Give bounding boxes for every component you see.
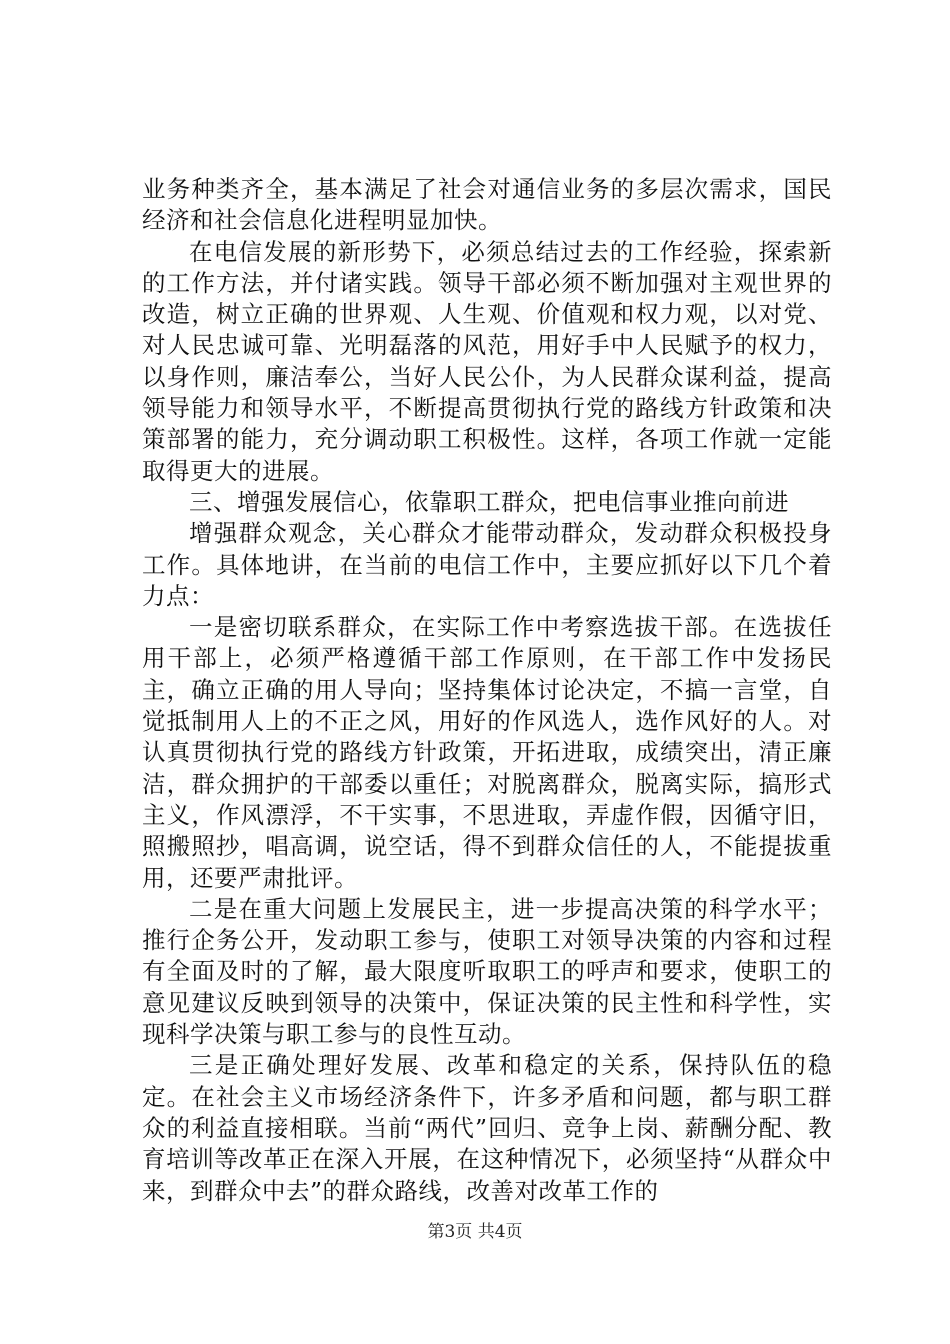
paragraph-3: 增强群众观念，关心群众才能带动群众，发动群众积极投身工作。具体地讲，在当前的电信工作中，主要应抓好以下几个着力点： (142, 519, 832, 610)
document-body (142, 174, 832, 1207)
paragraph-4: 一是密切联系群众，在实际工作中考察选拔干部。在选拔任用干部上，必须严格遵循干部工作原则，在干部工作中发扬民主，确立正确的用人导向；坚持集体讨论决定，不搞一言堂，自觉抵制用人上的不正之风，用好的作风选人，选作风好的人。对认真贯彻执行党的路线方针政策，开拓进取，成绩突出，清正廉洁，群众拥护的干部委以重任；对脱离群众，脱离实际，搞形式主义，作风漂浮，不干实事，不思进取，弄虚作假，因循守旧，照搬照抄，唱高调，说空话，得不到群众信任的人，不能提拔重用，还要严肃批评。 (142, 613, 832, 892)
page-number-footer: 第3页 共4页 (427, 1222, 523, 1242)
paragraph-6: 三是正确处理好发展、改革和稳定的关系，保持队伍的稳定。在社会主义市场经济条件下，许多矛盾和问题，都与职工群众的利益直接相联。当前“两代”回归、竞争上岗、薪酬分配、教育培训等改革正在深入开展，在这种情况下，必须坚持“从群众中来，到群众中去”的群众路线，改善对改革工作的 (142, 1051, 832, 1205)
paragraph-5: 二是在重大问题上发展民主，进一步提高决策的科学水平；推行企务公开，发动职工参与，使职工对领导决策的内容和过程有全面及时的了解，最大限度听取职工的呼声和要求，使职工的意见建议反映到领导的决策中，保证决策的民主性和科学性，实现科学决策与职工参与的良性互动。 (142, 894, 832, 1049)
paragraph-1: 业务种类齐全，基本满足了社会对通信业务的多层次需求，国民经济和社会信息化进程明显加快。 (142, 175, 832, 235)
paragraph-2: 在电信发展的新形势下，必须总结过去的工作经验，探索新的工作方法，并付诸实践。领导干部必须不断加强对主观世界的改造，树立正确的世界观、人生观、价值观和权力观，以对党、对人民忠诚可靠、光明磊落的风范，用好手中人民赋予的权力，以身作则，廉洁奉公，当好人民公仆，为人民群众谋利益，提高领导能力和领导水平，不断提高贯彻执行党的路线方针政策和决策部署的能力，充分调动职工积极性。这样，各项工作就一定能取得更大的进展。 (142, 237, 832, 485)
section-heading: 三、增强发展信心，依靠职工群众，把电信事业推向前进 (189, 487, 789, 516)
